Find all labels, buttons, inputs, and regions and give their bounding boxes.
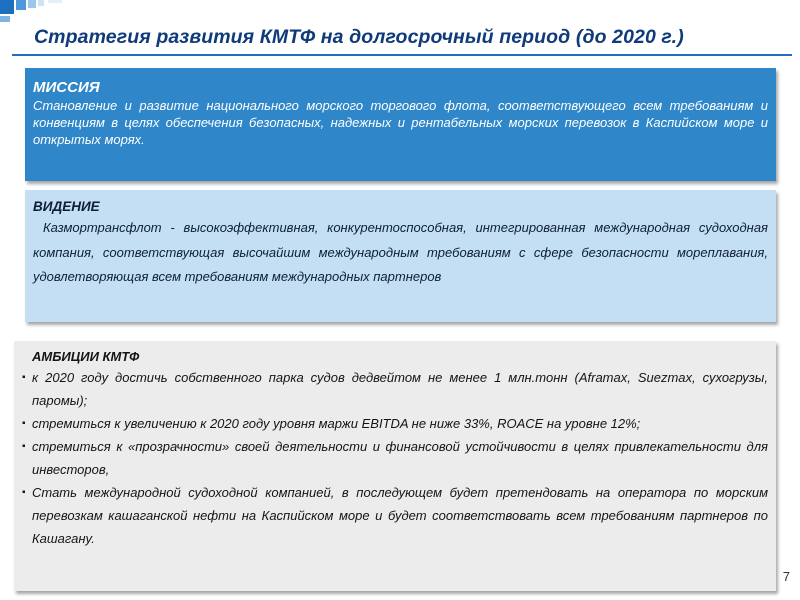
ambitions-list — [22, 366, 768, 550]
vision-box — [25, 190, 776, 322]
mission-text: Становление и развитие национального морского торгового флота, соответствующего всем требованиям и конвенциям в целях обеспечения безопасных, надежных и рентабельных морских перевозок в Каспийском море и открытых морях. — [33, 98, 768, 147]
ambitions-box — [14, 341, 776, 591]
bullet-icon: ▪ — [22, 487, 26, 498]
ambition-text: Стать международной судоходной компанией, в последующем будет претендовать на оператора по морским перевозкам кашаганской нефти на Каспийском море и будет соответствовать всем требованиям партнеров по Кашагану. — [32, 485, 768, 546]
ambitions-heading: АМБИЦИИ КМТФ — [32, 349, 140, 364]
ambition-text: к 2020 году достичь собственного парка судов дедвейтом не менее 1 млн.тонн (Aframax, Suezmax, сухогрузы, паромы); — [32, 370, 768, 408]
corner-decoration — [0, 0, 70, 24]
page-number: 7 — [782, 569, 790, 584]
bullet-icon: ▪ — [22, 372, 26, 383]
ambition-item — [22, 366, 768, 412]
ambition-text: стремиться к «прозрачности» своей деятельности и финансовой устойчивости в целях привлекательности для инвесторов, — [32, 439, 768, 477]
ambition-item — [22, 481, 768, 550]
vision-heading: ВИДЕНИЕ — [33, 199, 100, 214]
slide-title: Стратегия развития КМТФ на долгосрочный период (до 2020 г.) — [34, 26, 684, 48]
vision-text: Казмортрансфлот - высокоэффективная, конкурентоспособная, интегрированная международная судоходная компания, соответствующая высочайшим международным требованиям с сфере безопасности мореплавания, удовлетворяющая всем требованиям международных партнеров — [33, 220, 768, 284]
mission-heading: МИССИЯ — [33, 79, 100, 96]
ambition-item — [22, 435, 768, 481]
title-underline — [12, 54, 792, 56]
bullet-icon: ▪ — [22, 418, 26, 429]
bullet-icon: ▪ — [22, 441, 26, 452]
ambition-text: стремиться к увеличению к 2020 году уровня маржи EBITDA не ниже 33%, ROACE на уровне 12%; — [32, 416, 641, 431]
mission-box — [25, 68, 776, 181]
ambition-item — [22, 412, 768, 435]
